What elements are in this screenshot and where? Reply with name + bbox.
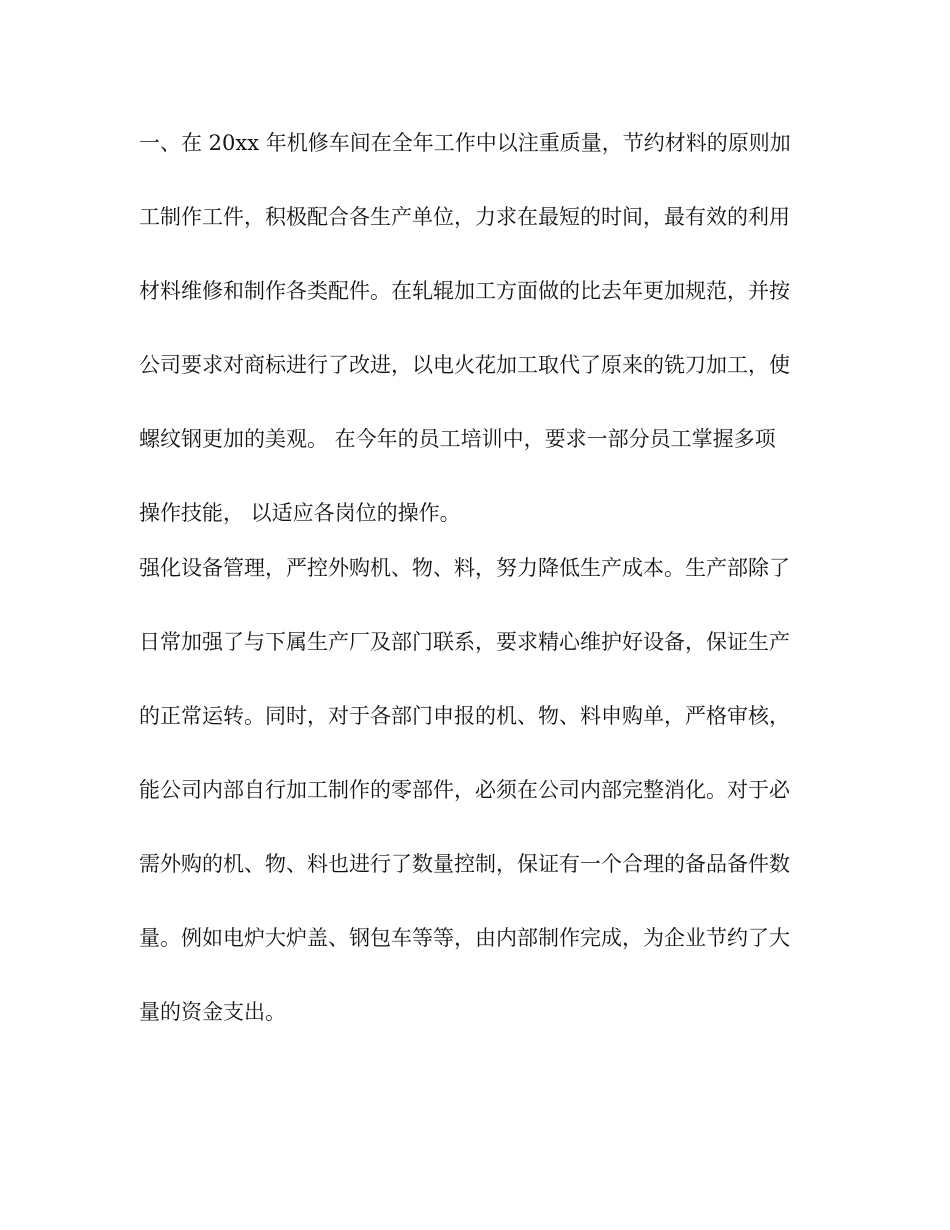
paragraph-line: 材料维修和制作各类配件。在轧辊加工方面做的比去年更加规范，并按: [139, 279, 790, 303]
paragraph-line: 的正常运转。同时，对于各部门申报的机、物、料申购单，严格审核，: [139, 704, 790, 728]
paragraph-machine-repair: [139, 131, 819, 525]
paragraph-line: 一、在 20xx 年机修车间在全年工作中以注重质量，节约材料的原则加: [139, 131, 791, 155]
paragraph-equipment-management: [139, 556, 819, 1024]
paragraph-line: 需外购的机、物、料也进行了数量控制，保证有一个合理的备品备件数: [139, 852, 790, 876]
paragraph-line: 量。例如电炉大炉盖、钢包车等等，由内部制作完成，为企业节约了大: [139, 926, 790, 950]
paragraph-line: 操作技能， 以适应各岗位的操作。: [139, 501, 461, 525]
paragraph-line: 螺纹钢更加的美观。 在今年的员工培训中，要求一部分员工掌握多项: [139, 427, 776, 451]
paragraph-line: 量的资金支出。: [139, 1000, 286, 1024]
paragraph-line: 日常加强了与下属生产厂及部门联系，要求精心维护好设备，保证生产: [139, 630, 790, 654]
paragraph-line: 公司要求对商标进行了改进，以电火花加工取代了原来的铣刀加工，使: [139, 353, 790, 377]
paragraph-line: 能公司内部自行加工制作的零部件，必须在公司内部完整消化。对于必: [139, 778, 790, 802]
paragraph-line: 工制作工件，积极配合各生产单位，力求在最短的时间，最有效的利用: [139, 205, 790, 229]
paragraph-line: 强化设备管理，严控外购机、物、料，努力降低生产成本。生产部除了: [139, 556, 790, 580]
